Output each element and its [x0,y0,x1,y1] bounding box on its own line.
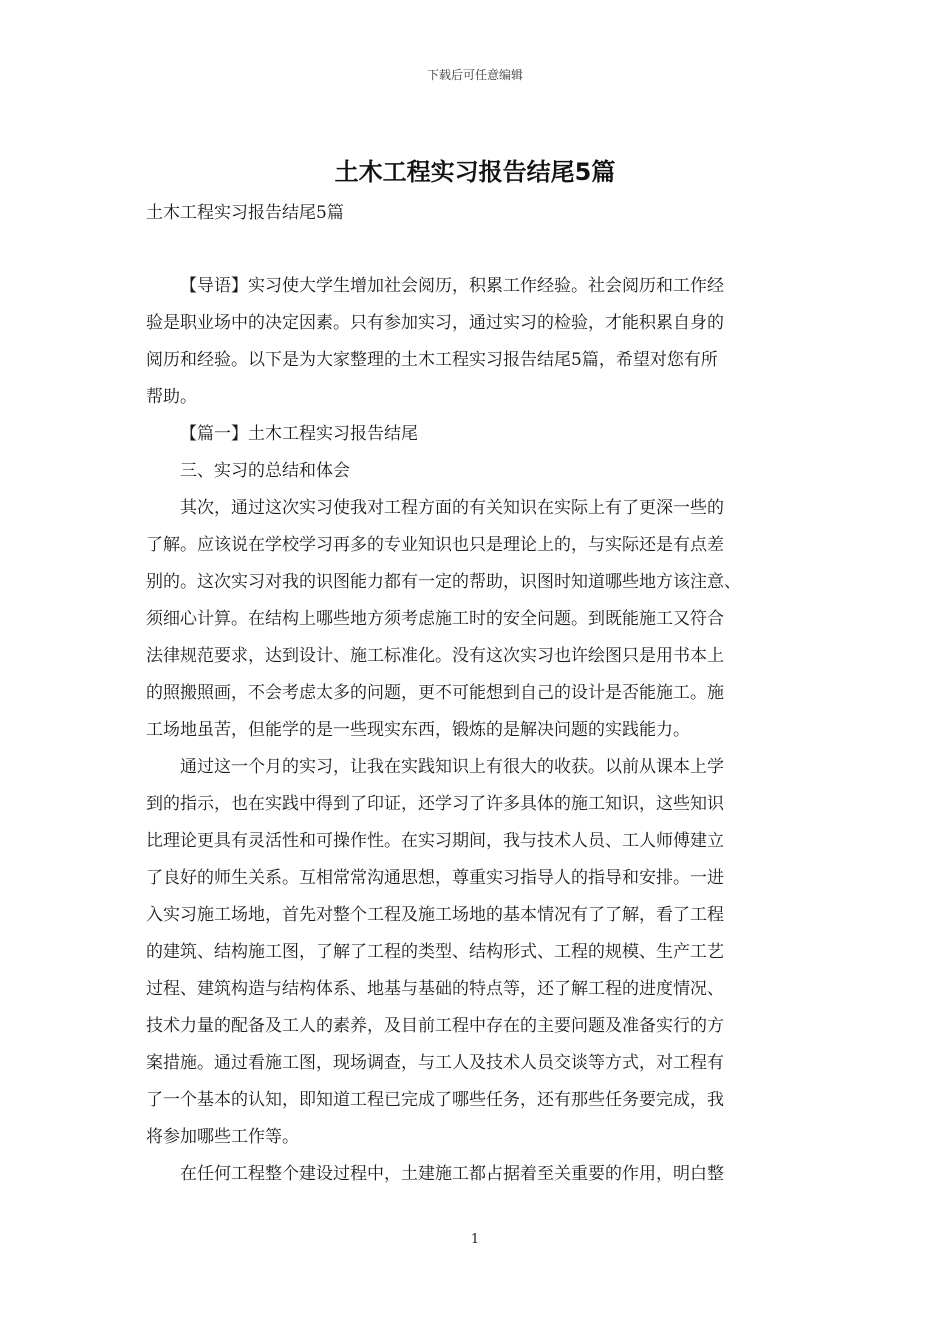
text-line: 的建筑、结构施工图，了解了工程的类型、结构形式、工程的规模、生产工艺 [146,942,724,962]
text-line: 案措施。通过看施工图，现场调查，与工人及技术人员交谈等方式，对工程有 [146,1053,724,1073]
paragraph-secondly [146,490,806,749]
text-line: 阅历和经验。以下是为大家整理的土木工程实习报告结尾5篇，希望对您有所 [146,350,718,370]
text-line: 了解。应该说在学校学习再多的专业知识也只是理论上的，与实际还是有点差 [146,535,724,555]
text-line: 【导语】实习使大学生增加社会阅历，积累工作经验。社会阅历和工作经 [180,276,724,296]
text-line: 通过这一个月的实习，让我在实践知识上有很大的收获。以前从课本上学 [180,757,724,777]
text-line: 在任何工程整个建设过程中，土建施工都占据着至关重要的作用，明白整 [180,1164,724,1184]
text-line: 帮助。 [146,387,197,407]
section-heading-summary [146,453,806,490]
text-line: 到的指示，也在实践中得到了印证，还学习了许多具体的施工知识，这些知识 [146,794,724,814]
document-title: 土木工程实习报告结尾5篇 [334,158,616,186]
text-line: 入实习施工场地，首先对整个工程及施工场地的基本情况有了了解，看了工程 [146,905,724,925]
text-line: 将参加哪些工作等。 [146,1127,299,1147]
paragraph-construction [146,1156,806,1193]
document-subtitle: 土木工程实习报告结尾5篇 [146,203,344,223]
section-heading-part-one [146,416,806,453]
text-line: 法律规范要求，达到设计、施工标准化。没有这次实习也许绘图只是用书本上 [146,646,724,666]
header-note: 下载后可任意编辑 [426,68,523,82]
text-line: 了良好的师生关系。互相常常沟通思想，尊重实习指导人的指导和安排。一进 [146,868,724,888]
text-line: 须细心计算。在结构上哪些地方须考虑施工时的安全问题。到既能施工又符合 [146,609,724,629]
text-line: 过程、建筑构造与结构体系、地基与基础的特点等，还了解工程的进度情况、 [146,979,724,999]
text-line: 其次，通过这次实习使我对工程方面的有关知识在实际上有了更深一些的 [180,498,724,518]
text-line: 工场地虽苦，但能学的是一些现实东西，锻炼的是解决问题的实践能力。 [146,720,690,740]
page-number: 1 [470,1232,480,1247]
paragraph-one-month [146,749,806,1156]
document-body [146,268,806,1193]
text-line: 比理论更具有灵活性和可操作性。在实习期间，我与技术人员、工人师傅建立 [146,831,724,851]
text-line: 【篇一】土木工程实习报告结尾 [180,424,418,444]
text-line: 验是职业场中的决定因素。只有参加实习，通过实习的检验，才能积累自身的 [146,313,724,333]
text-line: 别的。这次实习对我的识图能力都有一定的帮助，识图时知道哪些地方该注意、 [146,572,741,592]
paragraph-intro [146,268,806,416]
text-line: 技术力量的配备及工人的素养，及目前工程中存在的主要问题及准备实行的方 [146,1016,724,1036]
text-line: 三、实习的总结和体会 [180,461,350,481]
text-line: 的照搬照画，不会考虑太多的问题，更不可能想到自己的设计是否能施工。施 [146,683,724,703]
text-line: 了一个基本的认知，即知道工程已完成了哪些任务，还有那些任务要完成，我 [146,1090,724,1110]
